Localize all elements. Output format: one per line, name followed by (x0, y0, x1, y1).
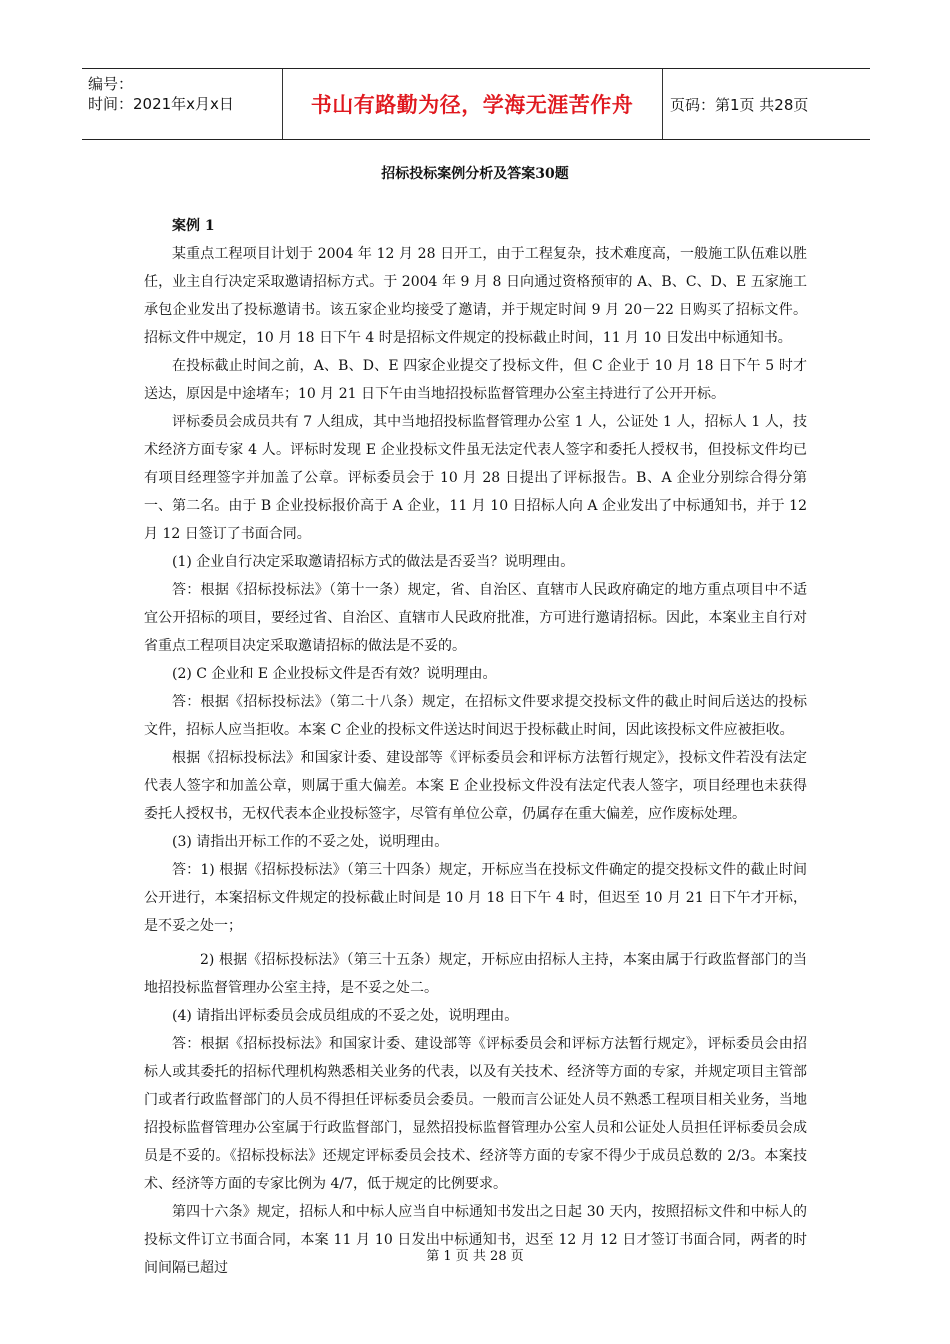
question: (1) 企业自行决定采取邀请招标方式的做法是否妥当？说明理由。 (172, 554, 575, 570)
page-footer: 第 1 页 共 28 页 (426, 1249, 524, 1264)
question: (3) 请指出开标工作的不妥之处，说明理由。 (172, 834, 449, 850)
header-meta (82, 69, 282, 139)
document-header (82, 68, 870, 140)
header-motto: 书山有路勤为径，学海无涯苦作舟 (310, 93, 634, 117)
time-label: 时间：2021年x月x日 (88, 95, 234, 113)
document-title: 招标投标案例分析及答案30题 (381, 166, 569, 182)
paragraph: 第四十六条》规定，招标人和中标人应当自中标通知书发出之日起 30 天内，按照招标文件和中标人的投标文件订立书面合同，本案 11 月 10 日发出中标通知书，迟至 12 月 12 日才签订书面合同，两者的时间间隔已超过 (144, 1204, 807, 1276)
paragraph: 在投标截止时间之前，A、B、D、E 四家企业提交了投标文件，但 C 企业于 10 月 18 日下午 5 时才送达，原因是中途堵车；10 月 21 日下午由当地招投标监督管理办公室主持进行了公开开标。 (144, 358, 807, 402)
case-heading: 案例 1 (172, 218, 215, 234)
header-divider-right (662, 69, 663, 139)
answer: 2) 根据《招标投标法》（第三十五条）规定，开标应由招标人主持，本案由属于行政监督部门的当地招投标监督管理办公室主持，是不妥之处二。 (144, 952, 807, 996)
number-label: 编号： (88, 75, 134, 93)
paragraph: 评标委员会成员共有 7 人组成，其中当地招投标监督管理办公室 1 人，公证处 1 人，招标人 1 人，技术经济方面专家 4 人。评标时发现 E 企业投标文件虽无法定代表人签字和委托人授权书，但投标文件均已有项目经理签字并加盖了公章。评标委员会于 10 月 28 日提出了评标报告。B、A 企业分别综合得分第一、第二名。由于 B 企业投标报价高于 A 企业，11 月 10 日招标人向 A 企业发出了中标通知书，并于 12 月 12 日签订了书面合同。 (144, 414, 807, 542)
answer: 答：根据《招标投标法》（第十一条）规定，省、自治区、直辖市人民政府确定的地方重点项目中不适宜公开招标的项目，要经过省、自治区、直辖市人民政府批准，方可进行邀请招标。因此，本案业主自行对省重点工程项目决定采取邀请招标的做法是不妥的。 (144, 582, 807, 654)
paragraph: 某重点工程项目计划于 2004 年 12 月 28 日开工，由于工程复杂，技术难度高，一般施工队伍难以胜任，业主自行决定采取邀请招标方式。于 2004 年 9 月 8 日向通过资格预审的 A、B、C、D、E 五家施工承包企业发出了投标邀请书。该五家企业均接受了邀请，并于规定时间 9 月 20－22 日购买了招标文件。招标文件中规定，10 月 18 日下午 4 时是招标文件规定的投标截止时间，11 月 10 日发出中标通知书。 (144, 246, 807, 346)
document-body (144, 212, 807, 1282)
header-page-info: 页码：第1页 共28页 (670, 95, 809, 114)
question: (4) 请指出评标委员会成员组成的不妥之处，说明理由。 (172, 1008, 519, 1024)
question: (2) C 企业和 E 企业投标文件是否有效？说明理由。 (172, 666, 497, 682)
answer: 答：根据《招标投标法》（第二十八条）规定，在招标文件要求提交投标文件的截止时间后送达的投标文件，招标人应当拒收。本案 C 企业的投标文件送达时间迟于投标截止时间，因此该投标文件应被拒收。 (144, 694, 807, 738)
answer: 答：1) 根据《招标投标法》（第三十四条）规定，开标应当在投标文件确定的提交投标文件的截止时间公开进行，本案招标文件规定的投标截止时间是 10 月 18 日下午 4 时，但迟至 10 月 21 日下午才开标，是不妥之处一； (144, 862, 807, 934)
paragraph: 根据《招标投标法》和国家计委、建设部等《评标委员会和评标方法暂行规定》，投标文件若没有法定代表人签字和加盖公章，则属于重大偏差。本案 E 企业投标文件没有法定代表人签字，项目经理也未获得委托人授权书，无权代表本企业投标签字，尽管有单位公章，仍属存在重大偏差，应作废标处理。 (144, 750, 807, 822)
answer: 答：根据《招标投标法》和国家计委、建设部等《评标委员会和评标方法暂行规定》，评标委员会由招标人或其委托的招标代理机构熟悉相关业务的代表，以及有关技术、经济等方面的专家，并规定项目主管部门或者行政监督部门的人员不得担任评标委员会委员。一般而言公证处人员不熟悉工程项目相关业务，当地招投标监督管理办公室属于行政监督部门，显然招投标监督管理办公室人员和公证处人员担任评标委员会成员是不妥的。《招标投标法》还规定评标委员会技术、经济等方面的专家不得少于成员总数的 2/3。本案技术、经济等方面的专家比例为 4/7，低于规定的比例要求。 (144, 1036, 807, 1192)
